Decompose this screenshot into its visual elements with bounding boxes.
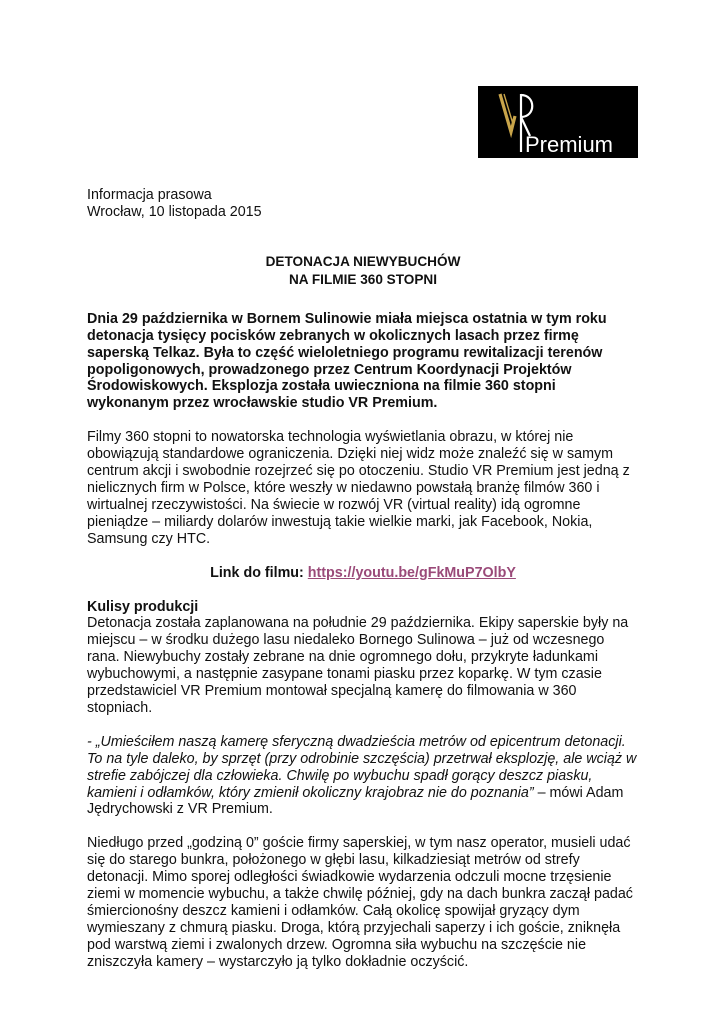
- quote-paragraph: [87, 734, 639, 819]
- quote-text: - „Umieściłem naszą kamerę sferyczną dwadzieścia metrów od epicentrum detonacji. To na tyle daleko, by sprzęt (przy odrobinie szczęścia) przetrwał eksplozję, ale wciąż w strefie zabójczej dla człowieka. Chwilę po wybuchu spadł gorący deszcz piasku, kamieni i odłamków, który zmienił okoliczny krajobraz nie do poznania”: [87, 733, 637, 801]
- quote-attribution: – mówi Adam Jędrychowski z VR Premium.: [87, 784, 624, 818]
- vr-monogram-icon: [478, 86, 638, 158]
- press-release: [87, 187, 639, 971]
- film-link-label: Link do filmu:: [210, 564, 304, 581]
- body-paragraph-2: Detonacja została zaplanowana na południe 29 października. Ekipy saperskie były na miejscu – w środku dużego lasu niedaleko Bornego Sulinowa – już od wczesnego rana. Niewybuchy zostały zebrane na dnie ogromnego dołu, przykryte ładunkami wybuchowymi, a następnie zasypane tonami piasku przez koparkę. W tym czasie przedstawiciel VR Premium montował specjalną kamerę do filmowania w 360 stopniach.: [87, 615, 629, 716]
- release-type: Informacja prasowa: [87, 187, 212, 203]
- logo-text: Premium: [525, 132, 614, 157]
- title-line-1: DETONACJA NIEWYBUCHÓW: [265, 253, 461, 269]
- release-date: Wrocław, 10 listopada 2015: [87, 203, 262, 220]
- lead-paragraph: Dnia 29 października w Bornem Sulinowie miała miejsca ostatnia w tym roku detonacja tysięcy pocisków zebranych w okolicznych lasach przez firmę saperską Telkaz. Była to część wieloletniego programu rewitalizacji terenów popoligonowych, prowadzonego przez Centrum Koordynacji Projektów Środowiskowych. Eksplozja została uwieczniona na filmie 360 stopni wykonanym przez wrocławskie studio VR Premium.: [87, 310, 607, 412]
- body-paragraph-3: Niedługo przed „godziną 0” goście firmy saperskiej, w tym nasz operator, musieli udać się do starego bunkra, położonego w głębi lasu, kilkadziesiąt metrów od strefy detonacji. Mimo sporej odległości świadkowie wydarzenia odczuli mocne trzęsienie ziemi w momencie wybuchu, a także chwilę później, gdy na dach bunkra zaczął padać śmiercionośny deszcz kamieni i odłamków. Całą okolicę spowijał gryzący dym wymieszany z chmurą piasku. Droga, którą przyjechali saperzy i ich goście, zniknęła pod warstwą ziemi i zwalonych drzew. Ogromna siła wybuchu na szczęście nie zniszczyła kamery – wystarczyło ją tylko dokładnie oczyścić.: [87, 835, 633, 970]
- page-title: [87, 253, 639, 289]
- section-heading: Kulisy produkcji: [87, 598, 199, 615]
- film-link[interactable]: https://youtu.be/gFkMuP7OlbY: [307, 564, 516, 581]
- vr-premium-logo: [478, 86, 638, 158]
- body-paragraph-1: Filmy 360 stopni to nowatorska technologia wyświetlania obrazu, w której nie obowiązują standardowe ograniczenia. Dzięki niej widz może znaleźć się w samym centrum akcji i swobodnie rozejrzeć się po otoczeniu. Studio VR Premium jest jedną z nielicznych firm w Polsce, które weszły w niedawno powstałą branżę filmów 360 i wirtualnej rzeczywistości. Na świecie w rozwój VR (virtual reality) idą ogromne pieniądze – miliardy dolarów inwestują takie wielkie marki, jak Facebook, Nokia, Samsung czy HTC.: [87, 429, 630, 547]
- film-link-line: [87, 565, 639, 582]
- document-header: [87, 187, 639, 221]
- title-line-2: NA FILMIE 360 STOPNI: [288, 271, 438, 287]
